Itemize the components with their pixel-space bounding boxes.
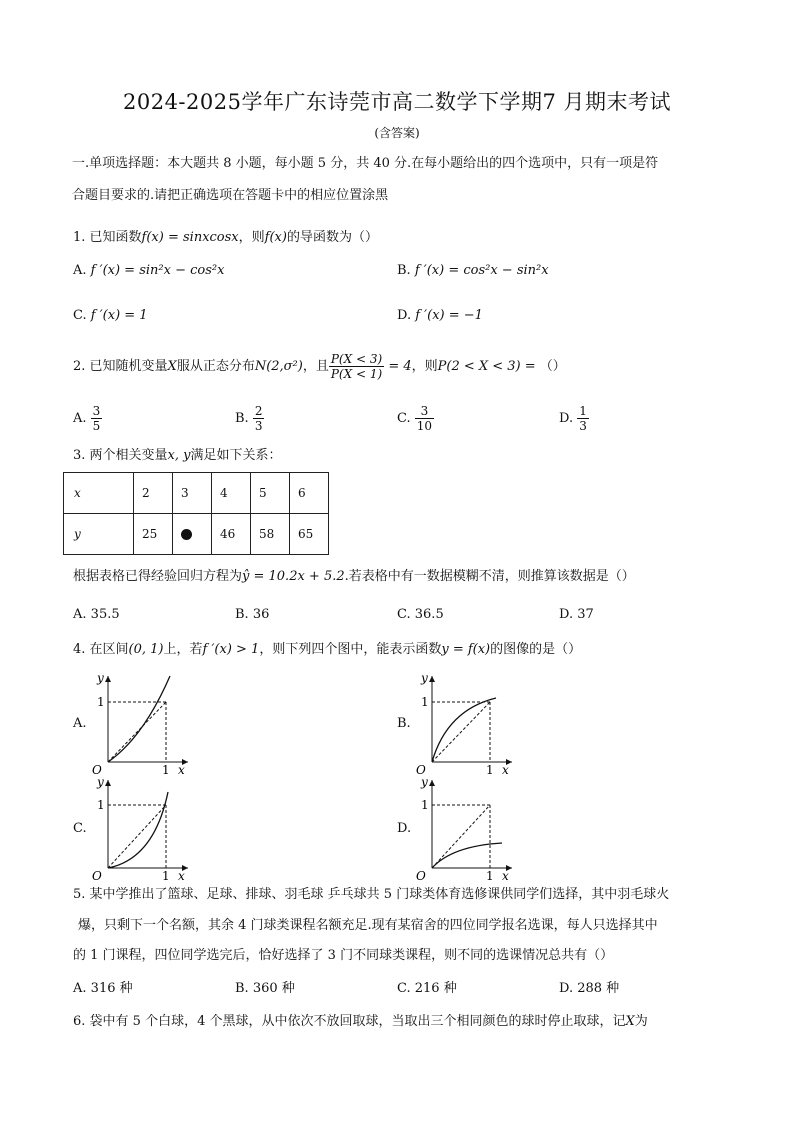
function-curve <box>108 676 170 762</box>
q4-option-d-label[interactable]: D. <box>397 821 412 836</box>
q5-option-a[interactable] <box>73 978 133 999</box>
q3-option-a-text: 35.5 <box>90 607 120 622</box>
q2-option-b-den: 3 <box>254 419 263 433</box>
q4-option-a-label[interactable]: A. <box>73 716 87 731</box>
q2-option-b-num: 2 <box>254 404 263 418</box>
y-axis-arrow-icon <box>429 676 435 682</box>
q2-ratio-value: = 4 <box>388 359 412 374</box>
q5-option-c[interactable] <box>397 978 457 999</box>
q2-ratio-fraction <box>329 352 384 381</box>
q1-option-a-label: A. <box>73 263 87 278</box>
q3-variables: x, y <box>167 448 191 463</box>
tick-label-x-one: 1 <box>486 763 494 777</box>
tick-label-y-one: 1 <box>97 695 105 709</box>
q5-line2: 爆，只剩下一个名额，其余 4 门球类课程名额充足.现有某宿舍的四位同学报名选课，每人只选择其中 <box>78 918 658 933</box>
q2-variable: X <box>167 359 177 374</box>
q1-option-d[interactable] <box>397 305 483 326</box>
q4-graph-b[interactable] <box>412 668 522 778</box>
q2-option-a-label: A. <box>73 411 87 426</box>
q2-option-a-num: 3 <box>92 404 101 418</box>
axis-label-y: y <box>97 775 104 789</box>
q2-option-d-fraction <box>577 404 589 433</box>
q4-graph-c[interactable] <box>88 774 198 882</box>
q5-option-b[interactable] <box>235 978 295 999</box>
diagonal-line <box>432 805 490 868</box>
q4-stem-c: ，则下列四个图中，能表示函数 <box>259 642 442 657</box>
q3-option-c-text: 36.5 <box>414 607 444 622</box>
axis-label-y: y <box>421 775 428 789</box>
q3-option-b[interactable] <box>235 604 269 625</box>
table-cell: 5 <box>251 473 290 514</box>
tick-label-x-one: 1 <box>486 869 494 882</box>
origin-label: O <box>92 763 102 777</box>
q3-data-table <box>63 472 329 555</box>
table-cell: 2 <box>134 473 173 514</box>
page-title: 2024-2025学年广东诗莞市高二数学下学期7 月期末考试 <box>122 90 672 114</box>
q4-graph-a[interactable] <box>88 668 198 778</box>
table-cell: 46 <box>212 514 251 555</box>
q4-stem-d: 的图像的是（） <box>490 642 582 657</box>
origin-label: O <box>416 763 426 777</box>
q2-option-a[interactable] <box>73 399 102 439</box>
diagonal-line <box>108 805 166 868</box>
origin-label: O <box>92 869 102 882</box>
q4-stem-a: 4. 在区间 <box>73 642 129 657</box>
diagonal-line <box>108 702 166 762</box>
section-intro-line2: 合题目要求的.请把正确选项在答题卡中的相应位置涂黑 <box>72 188 389 203</box>
q1-option-d-label: D. <box>397 308 412 323</box>
q5-option-a-text: 316 种 <box>90 981 133 996</box>
page-subtitle: (含答案) <box>374 126 420 140</box>
q1-option-b-label: B. <box>397 263 411 278</box>
q5-option-d-text: 288 种 <box>577 981 620 996</box>
q3-option-a-label: A. <box>73 607 87 622</box>
table-cell-blurred <box>173 514 212 555</box>
q1-option-d-text: f ′(x) = −1 <box>415 308 483 323</box>
q3-option-d[interactable] <box>559 604 594 625</box>
q2-option-c-den: 10 <box>416 419 433 433</box>
axis-label-y: y <box>97 671 104 685</box>
table-cell: 25 <box>134 514 173 555</box>
question-6-stem <box>73 1011 648 1032</box>
q4-stem-b: 上，若 <box>163 642 203 657</box>
question-4-stem <box>73 639 581 660</box>
q2-ratio-denominator: P(X < 1) <box>330 367 383 381</box>
q3-option-c-label: C. <box>397 607 411 622</box>
diagonal-line <box>432 702 490 762</box>
q2-stem-a: 2. 已知随机变量 <box>73 359 168 374</box>
q2-stem-e: （） <box>539 359 566 374</box>
blurred-dot-icon <box>181 529 192 540</box>
q2-option-d-label: D. <box>559 411 574 426</box>
q3-option-b-text: 36 <box>252 607 270 622</box>
question-2-stem <box>73 347 566 387</box>
table-cell: 58 <box>251 514 290 555</box>
q1-option-b-text: f ′(x) = cos²x − sin²x <box>414 263 549 278</box>
q5-option-c-label: C. <box>397 981 411 996</box>
q2-option-c-fraction <box>415 404 434 433</box>
table-row <box>64 473 329 514</box>
question-3-stem <box>73 445 282 466</box>
q1-function-ref: f(x) <box>264 230 287 245</box>
q2-option-b[interactable] <box>235 399 264 439</box>
q3-after-a: 根据表格已得经验回归方程为 <box>73 569 243 584</box>
q4-interval: (0, 1) <box>128 642 164 657</box>
q2-option-b-label: B. <box>235 411 249 426</box>
axis-label-x: x <box>178 869 185 882</box>
table-header-y: y <box>64 514 134 555</box>
q1-option-a[interactable] <box>73 260 224 281</box>
table-row <box>64 514 329 555</box>
q1-option-c[interactable] <box>73 305 148 326</box>
axis-label-x: x <box>178 763 185 777</box>
q1-stem-a: 1. 已知函数 <box>73 230 142 245</box>
q1-option-c-text: f ′(x) = 1 <box>90 308 148 323</box>
function-curve <box>108 792 168 868</box>
q2-ratio-numerator: P(X < 3) <box>330 352 383 366</box>
axis-label-x: x <box>502 763 509 777</box>
q6-variable: X <box>625 1014 635 1029</box>
q4-graph-d[interactable] <box>412 774 522 882</box>
q2-option-c[interactable] <box>397 399 434 439</box>
q4-option-c-label[interactable]: C. <box>73 821 87 836</box>
y-axis-arrow-icon <box>105 780 111 786</box>
q1-option-b[interactable] <box>397 260 549 281</box>
function-curve <box>432 698 496 762</box>
q2-stem-d: ，则 <box>411 359 438 374</box>
q2-option-c-label: C. <box>397 411 411 426</box>
q5-line3: 的 1 门课程，四位同学选完后，恰好选择了 3 门不同球类课程，则不同的选课情况总共有（） <box>73 948 614 963</box>
tick-label-x-one: 1 <box>162 763 170 777</box>
q3-regression-equation: ŷ = 10.2x + 5.2 <box>242 569 345 584</box>
table-cell: 4 <box>212 473 251 514</box>
q3-option-d-label: D. <box>559 607 574 622</box>
q1-stem-b: ，则 <box>238 230 265 245</box>
q3-stem-b: 满足如下关系： <box>190 448 282 463</box>
q5-option-a-label: A. <box>73 981 87 996</box>
function-curve <box>432 843 502 868</box>
q5-option-d[interactable] <box>559 978 619 999</box>
tick-label-y-one: 1 <box>421 695 429 709</box>
q1-function: f(x) = sinxcosx <box>141 230 239 245</box>
q6-line1: 6. 袋中有 5 个白球，4 个黑球，从中依次不放回取球，当取出三个相同颜色的球时停止取球，记 <box>73 1014 626 1029</box>
q2-option-a-fraction <box>91 404 103 433</box>
q2-option-d-num: 1 <box>579 404 587 418</box>
q4-condition: f ′(x) > 1 <box>202 642 260 657</box>
q3-option-a[interactable] <box>73 604 120 625</box>
q2-option-c-num: 3 <box>415 404 434 419</box>
y-axis-arrow-icon <box>429 780 435 786</box>
q3-option-c[interactable] <box>397 604 444 625</box>
q2-option-a-den: 5 <box>92 419 101 433</box>
q2-option-d-den: 3 <box>579 419 587 433</box>
q2-stem-c: ，且 <box>302 359 329 374</box>
q1-option-a-text: f ′(x) = sin²x − cos²x <box>90 263 225 278</box>
tick-label-y-one: 1 <box>97 798 105 812</box>
tick-label-x-one: 1 <box>162 869 170 882</box>
axis-label-y: y <box>421 671 428 685</box>
q5-option-b-text: 360 种 <box>252 981 295 996</box>
q6-tail: 为 <box>634 1014 648 1029</box>
y-axis-arrow-icon <box>105 676 111 682</box>
q2-option-d[interactable] <box>559 399 589 439</box>
q3-option-d-text: 37 <box>577 607 594 622</box>
table-cell: 65 <box>290 514 329 555</box>
q5-option-d-label: D. <box>559 981 574 996</box>
q2-distribution: N(2,σ²) <box>254 359 303 374</box>
table-cell: 3 <box>173 473 212 514</box>
q4-function: y = f(x) <box>441 642 491 657</box>
q1-option-c-label: C. <box>73 308 87 323</box>
q3-stem-a: 3. 两个相关变量 <box>73 448 168 463</box>
q4-option-b-label[interactable]: B. <box>397 716 411 731</box>
axis-label-x: x <box>502 869 509 882</box>
q3-after-b: .若表格中有一数据模糊不清，则推算该数据是（） <box>344 569 635 584</box>
question-1-stem <box>73 227 378 248</box>
q5-option-b-label: B. <box>235 981 249 996</box>
q3-option-b-label: B. <box>235 607 249 622</box>
q5-line1: 5. 某中学推出了篮球、足球、排球、羽毛球 乒乓球共 5 门球类体育选修课供同学们选择，其中羽毛球火 <box>73 887 670 902</box>
q3-regression-text <box>73 566 635 587</box>
q2-target: P(2 < X < 3) = <box>437 359 536 374</box>
tick-label-y-one: 1 <box>421 798 429 812</box>
q5-option-c-text: 216 种 <box>414 981 457 996</box>
origin-label: O <box>416 869 426 882</box>
q2-stem-b: 服从正态分布 <box>176 359 255 374</box>
q2-option-b-fraction <box>253 404 265 433</box>
table-cell: 6 <box>290 473 329 514</box>
section-intro-line1: 一.单项选择题：本大题共 8 小题，每小题 5 分，共 40 分.在每小题给出的四个选项中，只有一项是符 <box>72 156 659 171</box>
q1-stem-c: 的导函数为（） <box>286 230 378 245</box>
table-header-x: x <box>64 473 134 514</box>
